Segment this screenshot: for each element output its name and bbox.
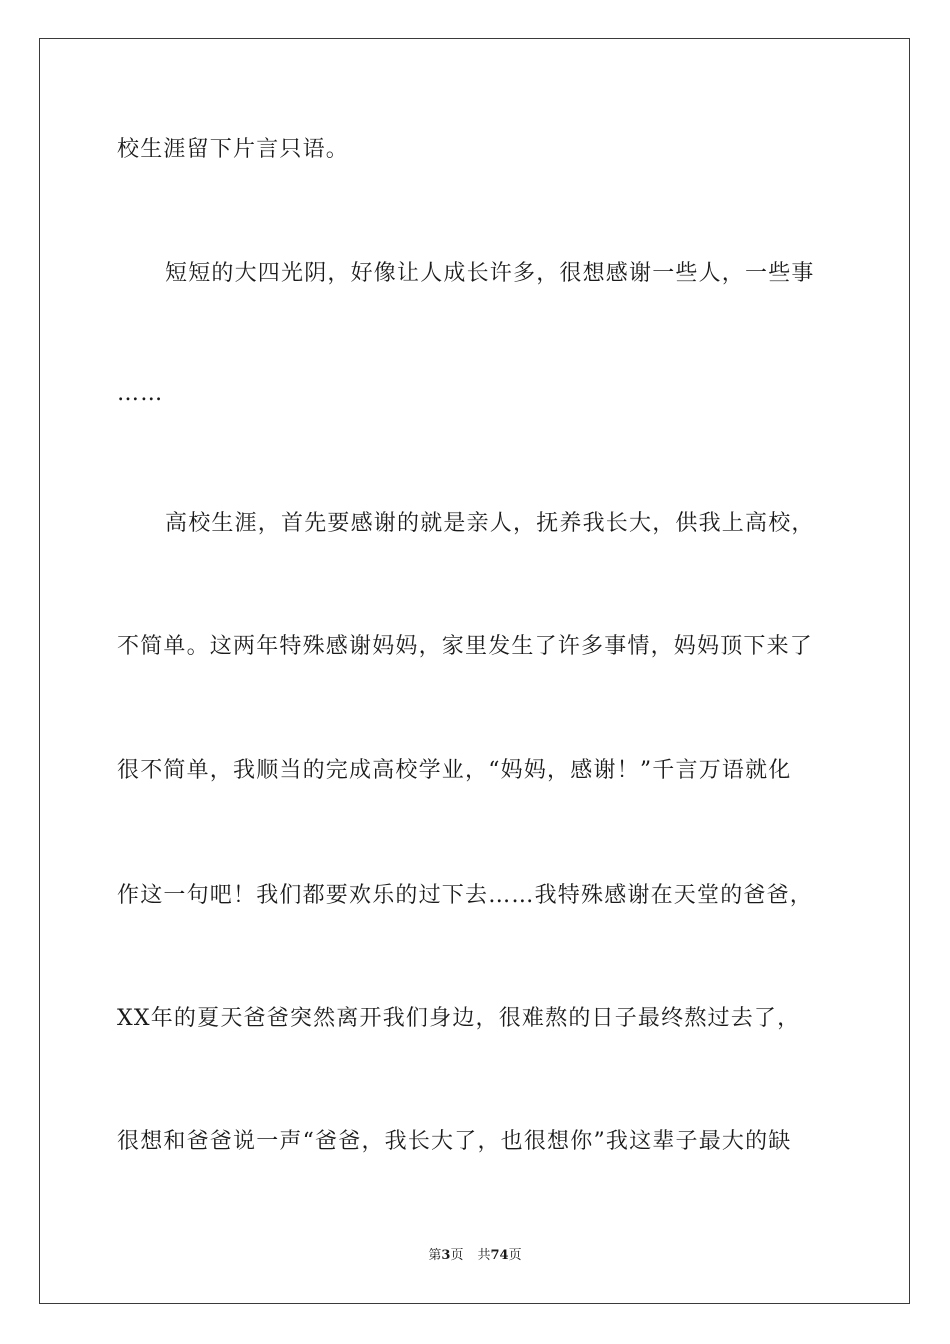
text-line-8: XX年的夏天爸爸突然离开我们身边，很难熬的日子最终熬过去了， bbox=[117, 1006, 801, 1031]
page-footer bbox=[0, 1247, 950, 1265]
text-line-3: …… bbox=[117, 381, 164, 406]
page-border bbox=[39, 38, 910, 1304]
text-line-7: 作这一句吧！我们都要欢乐的过下去……我特殊感谢在天堂的爸爸， bbox=[117, 883, 814, 908]
text-line-4: 高校生涯，首先要感谢的就是亲人，抚养我长大，供我上高校， bbox=[165, 511, 815, 536]
text-line-2: 短短的大四光阴，好像让人成长许多，很想感谢一些人，一些事 bbox=[165, 261, 815, 286]
page-suffix: 页 bbox=[450, 1248, 464, 1263]
total-suffix: 页 bbox=[508, 1248, 522, 1263]
text-line-6: 很不简单，我顺当的完成高校学业，“妈妈，感谢！”千言万语就化 bbox=[117, 758, 792, 783]
page-prefix: 第 bbox=[428, 1248, 442, 1263]
total-prefix: 共 bbox=[477, 1248, 491, 1263]
total-pages: 74 bbox=[490, 1248, 509, 1263]
text-line-5: 不简单。这两年特殊感谢妈妈，家里发生了许多事情，妈妈顶下来了 bbox=[117, 634, 814, 659]
text-line-9: 很想和爸爸说一声“爸爸，我长大了，也很想你”我这辈子最大的缺 bbox=[117, 1129, 792, 1154]
text-line-1: 校生涯留下片言只语。 bbox=[117, 137, 350, 162]
page-number: 3 bbox=[441, 1248, 451, 1263]
